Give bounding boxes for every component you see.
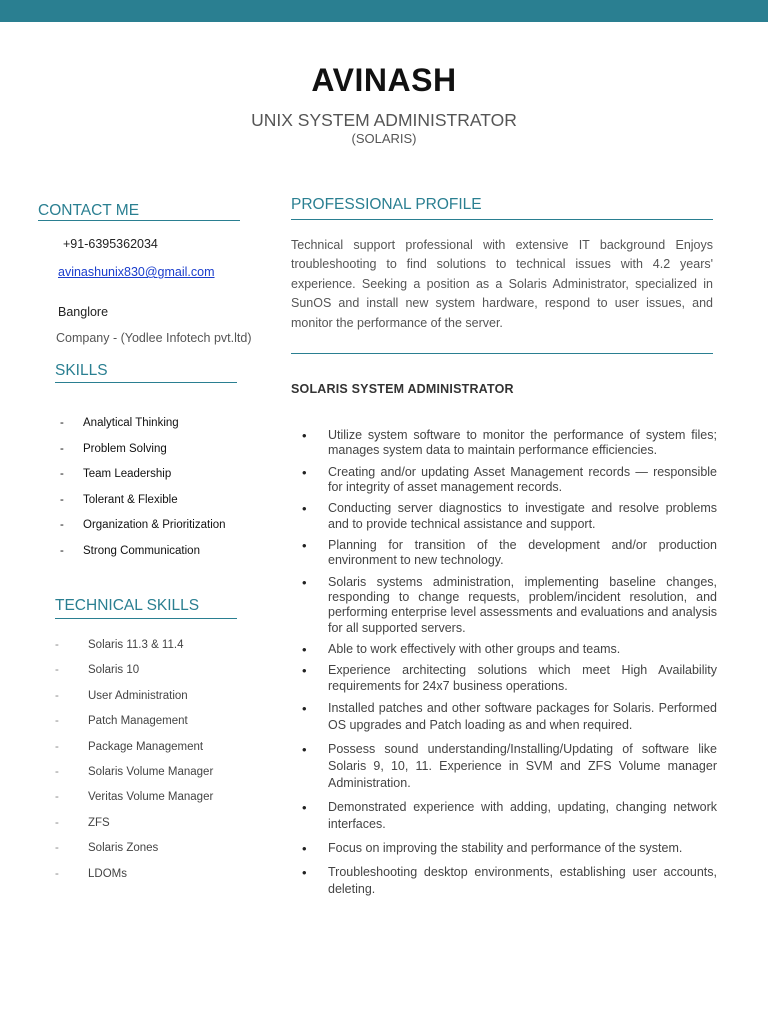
list-item: - Patch Management bbox=[55, 715, 188, 728]
list-item: - Organization & Prioritization bbox=[60, 519, 226, 531]
profile-section-title: PROFESSIONAL PROFILE bbox=[291, 196, 482, 213]
skills-section-title: SKILLS bbox=[55, 362, 108, 379]
list-item: - Solaris Zones bbox=[55, 842, 159, 855]
list-item: • Utilize system software to monitor the performance of system files; manages system data to maintain performance efficiencies. bbox=[302, 428, 717, 458]
list-item: • Planning for transition of the development and/or production environment to new technology. bbox=[302, 538, 717, 568]
skills-divider bbox=[55, 382, 237, 383]
list-item: • Solaris systems administration, implementing baseline changes, responding to change requests, problem/incident resolution, and performing enterprise level assessments and evaluations and analysis for all supported servers. bbox=[302, 574, 717, 635]
list-item: - User Administration bbox=[55, 689, 188, 702]
list-item: - Package Management bbox=[55, 740, 204, 753]
contact-section-title: CONTACT ME bbox=[38, 202, 140, 219]
skills-list bbox=[60, 417, 260, 570]
list-item: - Problem Solving bbox=[60, 442, 167, 455]
list-item: • Possess sound understanding/Installing/Updating of software like Solaris 9, 10, 11. Experience in SVM and ZFS Volume manager Administration. bbox=[302, 742, 717, 791]
phone-number: +91-6395362034 bbox=[63, 237, 158, 251]
city: Banglore bbox=[58, 305, 109, 319]
experience-title: SOLARIS SYSTEM ADMINISTRATOR bbox=[291, 382, 514, 396]
list-item: • Able to work effectively with other groups and teams. bbox=[302, 642, 621, 658]
list-item: - ZFS bbox=[55, 816, 110, 829]
profile-divider bbox=[291, 219, 713, 220]
list-item: - Strong Communication bbox=[60, 544, 200, 557]
list-item: • Experience architecting solutions which meet High Availability requirements for 24x7 business operations. bbox=[302, 663, 717, 693]
list-item: - Solaris 11.3 & 11.4 bbox=[55, 639, 184, 651]
company: Company - (Yodlee Infotech pvt.ltd) bbox=[56, 331, 252, 345]
list-item: • Demonstrated experience with adding, updating, changing network interfaces. bbox=[302, 800, 717, 832]
list-item: - Solaris Volume Manager bbox=[55, 765, 214, 778]
list-item: • Troubleshooting desktop environments, establishing user accounts, deleting. bbox=[302, 865, 717, 897]
technical-skills-divider bbox=[55, 618, 237, 619]
list-item: • Conducting server diagnostics to investigate and resolve problems and to provide technical assistance and support. bbox=[302, 501, 717, 531]
job-role: UNIX SYSTEM ADMINISTRATOR bbox=[251, 110, 517, 130]
experience-bullets bbox=[302, 428, 717, 905]
list-item: • Focus on improving the stability and performance of the system. bbox=[302, 841, 683, 857]
technical-skills-section-title: TECHNICAL SKILLS bbox=[55, 597, 200, 614]
email-link[interactable]: avinashunix830@gmail.com bbox=[58, 265, 215, 279]
list-item: • Creating and/or updating Asset Management records — responsible for integrity of asset management records. bbox=[302, 464, 717, 494]
list-item: - Veritas Volume Manager bbox=[55, 791, 214, 804]
list-item: - Team Leadership bbox=[60, 468, 172, 480]
profile-summary: Technical support professional with extensive IT background Enjoys troubleshooting to find solutions to technical issues with 4.2 years' experience. Seeking a position as a Solaris Administrator, specialized in SunOS and install new system hardware, respond to user issues, and monitor the performance of the server. bbox=[291, 238, 713, 330]
list-item: - Analytical Thinking bbox=[60, 417, 179, 429]
list-item: - Tolerant & Flexible bbox=[60, 493, 178, 506]
list-item: - Solaris 10 bbox=[55, 664, 140, 677]
top-accent-bar bbox=[0, 0, 768, 22]
experience-divider bbox=[291, 353, 713, 354]
candidate-name: AVINASH bbox=[311, 62, 457, 98]
contact-divider bbox=[38, 220, 240, 221]
job-subrole: (SOLARIS) bbox=[351, 131, 417, 146]
list-item: • Installed patches and other software packages for Solaris. Performed OS upgrades and Patch loading as and when required. bbox=[302, 701, 717, 733]
list-item: - LDOMs bbox=[55, 867, 127, 880]
technical-skills-list bbox=[55, 639, 265, 893]
